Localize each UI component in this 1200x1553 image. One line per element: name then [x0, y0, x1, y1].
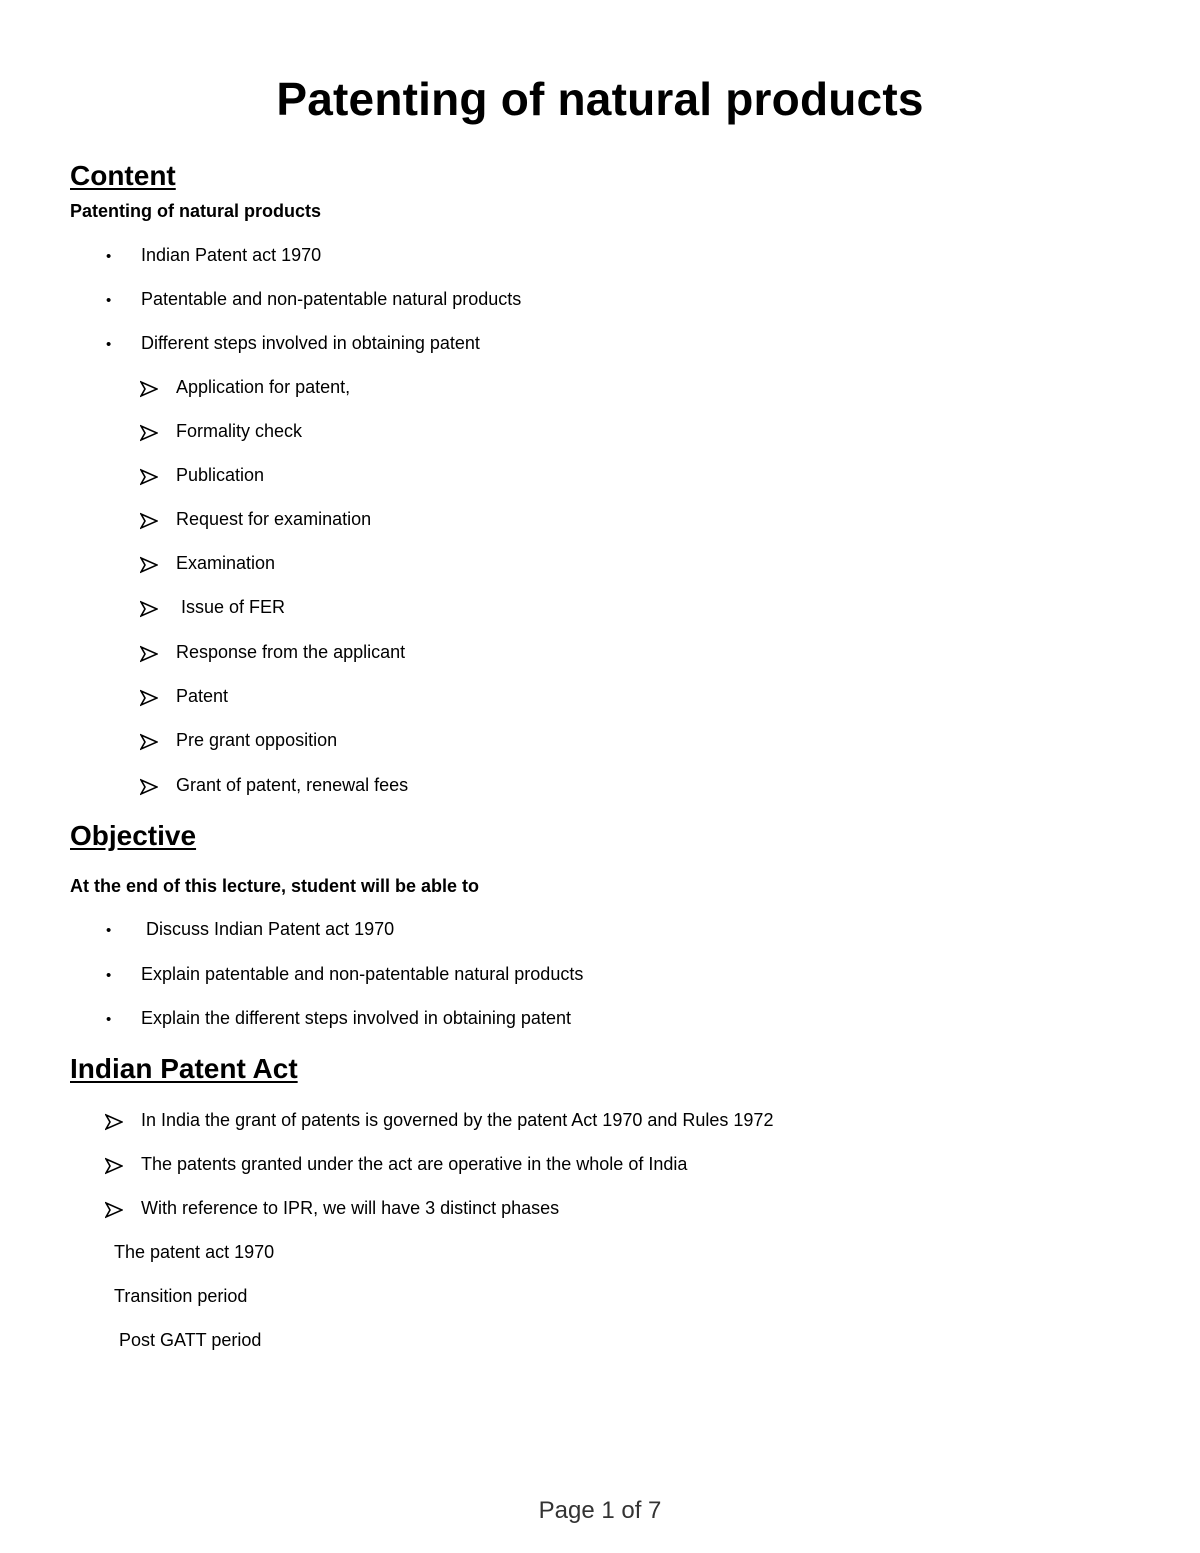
arrow-bullet-icon — [140, 778, 158, 796]
arrow-bullet-icon — [140, 512, 158, 530]
arrow-bullet-icon — [105, 1157, 123, 1175]
phase-item: The patent act 1970 — [114, 1242, 275, 1262]
bullet-icon: • — [106, 336, 112, 353]
arrow-bullet-icon — [140, 600, 158, 618]
arrow-bullet-icon — [140, 556, 158, 574]
phase-item: Transition period — [114, 1286, 248, 1306]
act-point-3: With reference to IPR, we will have 3 distinct phases — [141, 1198, 560, 1218]
step-item: Request for examination — [176, 509, 372, 529]
content-bullet-3: Different steps involved in obtaining patent — [141, 333, 480, 353]
bullet-icon: • — [106, 292, 112, 309]
step-item: Response from the applicant — [176, 642, 406, 662]
bullet-icon: • — [106, 248, 112, 265]
page-number: Page 1 of 7 — [538, 1497, 662, 1524]
step-item: Pre grant opposition — [176, 730, 338, 750]
content-bullet-2: Patentable and non-patentable natural products — [141, 289, 522, 309]
phase-item: Post GATT period — [114, 1330, 262, 1350]
step-item: Publication — [176, 465, 265, 485]
content-subheading: Patenting of natural products — [70, 201, 322, 221]
arrow-bullet-icon — [140, 468, 158, 486]
arrow-bullet-icon — [140, 380, 158, 398]
page-title: Patenting of natural products — [276, 73, 924, 125]
step-item: Application for patent, — [176, 377, 351, 397]
arrow-bullet-icon — [105, 1201, 123, 1219]
step-item: Grant of patent, renewal fees — [176, 775, 409, 795]
bullet-icon: • — [106, 1011, 112, 1028]
step-item: Issue of FER — [176, 597, 286, 617]
step-item: Examination — [176, 553, 276, 573]
step-item: Patent — [176, 686, 229, 706]
act-point-1: In India the grant of patents is governed by the patent Act 1970 and Rules 1972 — [141, 1110, 774, 1130]
objective-bullet-2: Explain patentable and non-patentable natural products — [141, 964, 584, 984]
arrow-bullet-icon — [140, 733, 158, 751]
objective-bullet-1: Discuss Indian Patent act 1970 — [141, 919, 395, 939]
indian-patent-act-heading: Indian Patent Act — [70, 1053, 298, 1084]
content-heading: Content — [70, 160, 176, 191]
arrow-bullet-icon — [140, 689, 158, 707]
act-point-2: The patents granted under the act are operative in the whole of India — [141, 1154, 688, 1174]
objective-bullet-3: Explain the different steps involved in obtaining patent — [141, 1008, 571, 1028]
bullet-icon: • — [106, 967, 112, 984]
objective-heading: Objective — [70, 820, 197, 851]
objective-intro: At the end of this lecture, student will be able to — [70, 876, 480, 896]
arrow-bullet-icon — [140, 424, 158, 442]
bullet-icon: • — [106, 922, 112, 939]
arrow-bullet-icon — [140, 645, 158, 663]
step-item: Formality check — [176, 421, 303, 441]
content-bullet-1: Indian Patent act 1970 — [141, 245, 322, 265]
arrow-bullet-icon — [105, 1113, 123, 1131]
